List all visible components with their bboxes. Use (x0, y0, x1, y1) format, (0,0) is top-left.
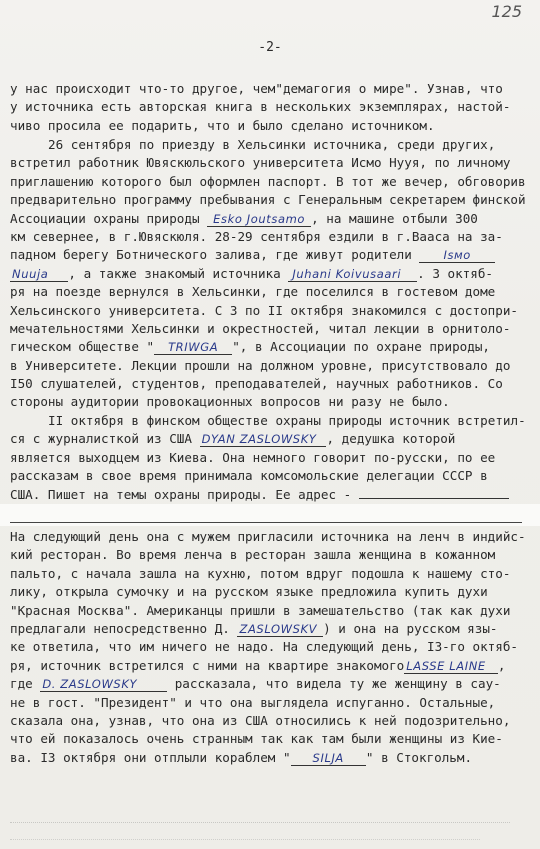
handwritten-name: SILJA (291, 751, 366, 766)
text-line: I50 слушателей, студентов, преподавателей, научных работников. Со (10, 376, 503, 392)
text-segment: гическом обществе " (10, 339, 155, 355)
text-line (10, 210, 532, 228)
handwritten-name: Nuuja (10, 267, 68, 282)
text-segment: ся с журналисткой из США (10, 431, 192, 447)
text-line: лику, открыла сумочку и на русском языке предложила купить духи (10, 584, 488, 600)
text-line (10, 338, 532, 356)
paragraph-2 (10, 136, 532, 412)
text-segment: где (10, 676, 33, 692)
text-line (10, 430, 532, 448)
text-line: является выходцем из Киева. Она немного говорит по-русски, по ее (10, 449, 496, 465)
text-line: мечательностями Хельсинки и окрестностей, читал лекции в орнитоло- (10, 320, 511, 336)
text-segment: ря, источник встретился с ними на квартире знакомого (10, 657, 405, 673)
bleed-through-text (10, 806, 530, 840)
text-segment: ", в Ассоциации по охране природы, (232, 339, 491, 355)
text-line (10, 265, 532, 283)
text-line: предварительно программу пребывания с Генеральным секретарем финской (10, 192, 526, 208)
text-segment: " в Стокгольм. (365, 749, 473, 765)
text-line: в Университете. Лекции прошли на должном уровне, присутствовало до (10, 357, 511, 373)
text-segment: ) и она на русском язы- (323, 620, 498, 636)
text-line: чиво просила ее подарить, что и было сделано источником. (10, 117, 435, 133)
folio-number: 125 (491, 2, 522, 21)
text-line: Хельсинского университета. С 3 по II октября знакомился с достопри- (10, 302, 518, 318)
text-line (10, 246, 532, 264)
handwritten-name: Esko Joutsamo (207, 212, 311, 227)
text-line: пальто, с начала зашла на кухню, потом вдруг подошла к нашему сто- (10, 565, 511, 581)
handwritten-name: LASSE LAINE (404, 659, 498, 674)
text-line: у нас происходит что-то другое, чем"демагогия о мире". Узнав, что (10, 81, 503, 96)
text-segment: падном берегу Ботнического залива, где живут родители (10, 247, 412, 263)
text-line: что ей показалось очень странным так как там были женщины из Кие- (10, 731, 503, 747)
handwritten-name: ZASLOWSKV (237, 622, 323, 637)
text-line: "Красная Москва". Американцы пришли в замешательство (так как духи (10, 602, 511, 618)
text-line: стороны аудитории провокационных вопросов ни разу не было. (10, 394, 450, 410)
page-number: -2- (258, 40, 282, 55)
address-blank-line (359, 498, 509, 499)
text-segment: , а также знакомый источника (68, 265, 281, 281)
text-segment: предлагали непосредственно Д. (10, 620, 230, 636)
text-line (10, 486, 532, 504)
text-line (10, 749, 532, 767)
text-line: сказала она, узнав, что она из США относились к ней подозрительно, (10, 712, 511, 728)
text-segment: . 3 октяб- (417, 265, 493, 281)
text-line: встретил работник Ювяскюльского университета Исмо Нууя, по личному (10, 155, 511, 171)
paragraph-3 (10, 412, 532, 504)
text-segment: США. Пишет на темы охраны природы. Ее адрес - (10, 486, 352, 502)
handwritten-name: D. ZASLOWSKY (40, 677, 167, 692)
text-line: км севернее, в г.Ювяскюля. 28-29 сентября ездили в г.Вааса на за- (10, 228, 503, 244)
text-line: 26 сентября по приезду в Хельсинки источника, среди других, (48, 137, 496, 152)
text-segment: ва. I3 октября они отплыли кораблем " (10, 749, 291, 765)
text-line: рассказам в свое время принимала комсомольские делегации СССР в (10, 468, 488, 484)
handwritten-name: TRIWGA (154, 340, 232, 355)
handwritten-name: Isмо (419, 248, 495, 263)
text-line: не в гост. "Президент" и что она выглядела испуганно. Остальные, (10, 694, 496, 710)
text-line: II октября в финском обществе охраны природы источник встретил- (48, 413, 526, 428)
handwritten-name: DYAN ZASLOWSKY (200, 432, 327, 447)
text-line (10, 675, 532, 693)
text-line: ке ответила, что им ничего не надо. На следующий день, I3-го октяб- (10, 639, 518, 655)
text-segment: , дедушка которой (326, 431, 456, 447)
handwritten-name: Juhani Koivusaari (288, 267, 417, 282)
text-line: кий ресторан. Во время ленча в ресторан зашла женщина в кожанном (10, 547, 496, 563)
text-line: ря на поезде вернулся в Хельсинки, где поселился в гостевом доме (10, 284, 496, 300)
text-segment: Ассоциации охраны природы (10, 210, 200, 226)
text-segment: рассказала, что видела ту же женщину в сау- (174, 676, 501, 692)
separator-line (10, 522, 522, 523)
text-line: На следующий день она с мужем пригласили источника на ленч в индийс- (10, 529, 526, 544)
text-line (10, 620, 532, 638)
text-line: ря, источник встретился с ними на квартире знакомого LASSE LAINE , (10, 657, 506, 673)
text-line: у источника есть авторская книга в нескольких экземплярах, настой- (10, 99, 511, 115)
paragraph-4 (10, 528, 532, 767)
text-line: приглашению которого был оформлен паспорт. В тот же вечер, обговорив (10, 173, 526, 189)
paragraph-1 (10, 80, 532, 135)
text-segment: , на машине отбыли 300 (311, 210, 478, 226)
